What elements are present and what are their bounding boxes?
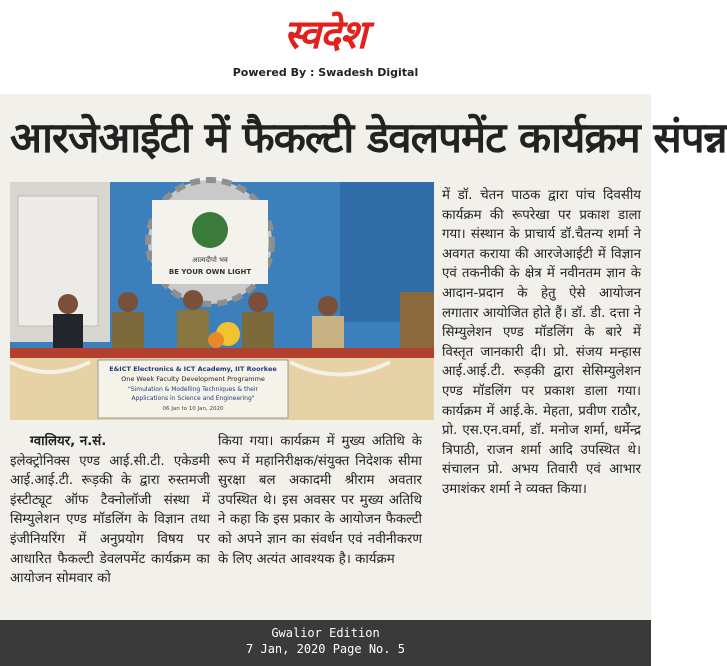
banner-line-1: E&ICT Electronics & ICT Academy, IIT Roorkee bbox=[109, 365, 277, 373]
article-column-1-text: इलेक्ट्रोनिक्स एण्ड आई.सी.टी. एकेडमी आई.आई.टी. रूड़की के द्वारा रुस्तमजी इंस्टीट्यूट ऑफ टैक्नोलॉजी संस्था में सिम्युलेशन एण्ड मॉडलिंग के विज्ञान तथा इंजीनियरिंग में अनुप्रयोग विषय पर आधारित फैकल्टी डेवलपमेंट कार्यक्रम का आयोजन सोमवार को bbox=[10, 453, 210, 587]
article-column-1 bbox=[10, 432, 210, 589]
masthead bbox=[0, 0, 651, 92]
article-column-3 bbox=[442, 186, 641, 500]
edition-footer bbox=[0, 620, 651, 666]
edition-name: Gwalior Edition bbox=[271, 626, 380, 640]
article-dateline: ग्वालियर, न.सं. bbox=[30, 434, 107, 449]
edition-date-page: 7 Jan, 2020 Page No. 5 bbox=[246, 642, 405, 656]
banner-line-3: "Simulation & Modelling Techniques & their bbox=[128, 386, 258, 393]
banner-line-2: One Week Faculty Development Programme bbox=[121, 375, 265, 383]
article-headline: आरजेआईटी में फैकल्टी डेवलपमेंट कार्यक्रम संपन्न bbox=[10, 113, 727, 162]
banner-line-5: 06 Jan to 10 Jan, 2020 bbox=[162, 406, 224, 412]
event-photo-illustration bbox=[10, 182, 434, 420]
banner-line-4: Applications in Science and Engineering" bbox=[131, 395, 255, 402]
motto-hindi: आत्मदीपो भव bbox=[192, 256, 228, 264]
swadesh-logo[interactable] bbox=[240, 6, 410, 64]
article-column-2 bbox=[218, 432, 422, 569]
event-photo bbox=[10, 182, 434, 420]
logo-text: स्वदेश bbox=[283, 12, 367, 58]
article-column-2-text: किया गया। कार्यक्रम में मुख्य अतिथि के रूप में महानिरीक्षक/संयुक्त निदेशक सीमा सुरक्षा बल अकादमी श्रीराम अवतार उपस्थित थे। इस अवसर पर मुख्य अतिथि ने कहा कि इस प्रकार के आयोजन फैकल्टी को अपने ज्ञान का संवर्धन एवं नवीनीकरण के लिए अत्यंत आवश्यक है। कार्यक्रम bbox=[218, 434, 422, 567]
article-column-3-text: में डॉ. चेतन पाठक द्वारा पांच दिवसीय कार्यक्रम की रूपरेखा पर प्रकाश डाला गया। संस्थान के प्राचार्य डॉ.चैतन्य शर्मा ने अवगत कराया की आरजेआईटी में विज्ञान एवं तकनीकी के क्षेत्र में नवीनतम ज्ञान के आदान-प्रदान के हेतु ऐसे आयोजन लगातार आयोजित होते हैं। डॉ. डी. दत्ता ने सिम्युलेशन एण्ड मॉडलिंग के बारे में विस्तृत जानकारी दी। प्रो. संजय मन्हास आई.आई.टी. रूड़की द्वारा सेसिम्युलेशन एण्ड मॉडलिंग पर प्रकाश डाला गया। कार्यक्रम में आई.के. मेहता, प्रवीण राठौर, प्रो. एस.एन.वर्मा, डॉ. मनोज शर्मा, धर्मेन्द्र त्रिपाठी, राजन शर्मा आदि उपस्थित थे। संचालन प्रो. अभय तिवारी एवं आभार उमाशंकर शर्मा ने व्यक्त किया। bbox=[442, 188, 641, 497]
powered-by-text: Powered By : Swadesh Digital bbox=[232, 66, 419, 79]
motto-english: BE YOUR OWN LIGHT bbox=[168, 268, 252, 276]
